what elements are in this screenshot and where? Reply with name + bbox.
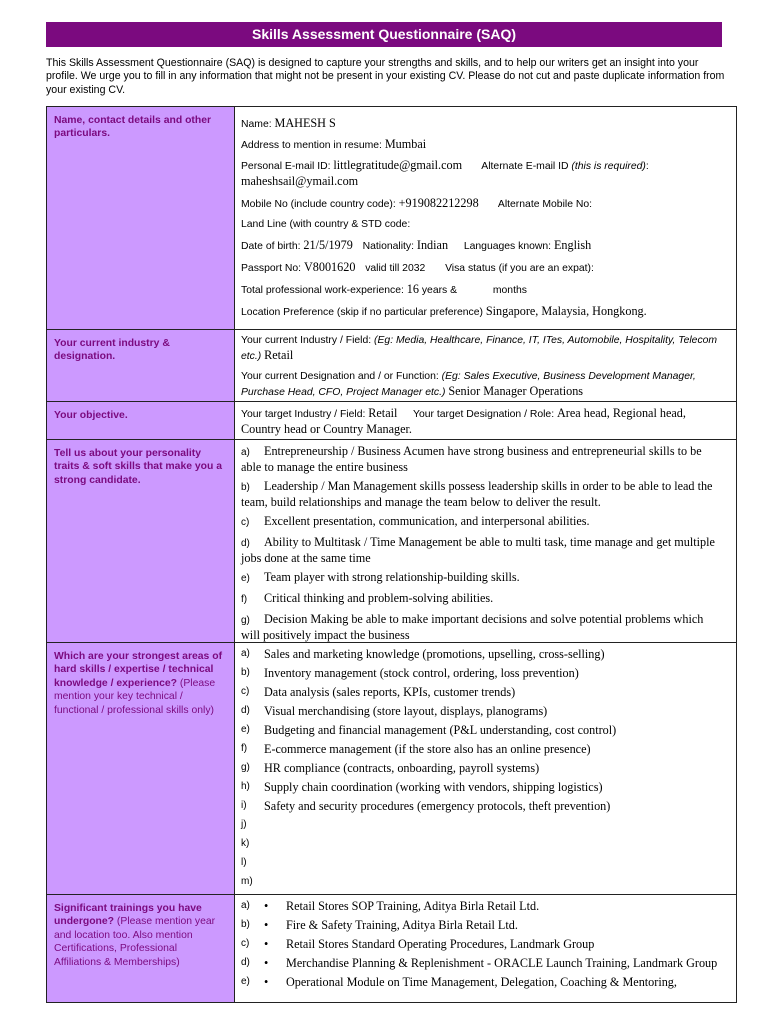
personality-label-cell bbox=[47, 440, 235, 643]
list-item: l) bbox=[241, 857, 247, 868]
passport-value[interactable]: V8001620 bbox=[303, 260, 356, 274]
list-item: d) • Merchandise Planning & Replenishment - ORACLE Launch Training, Landmark Group bbox=[241, 956, 718, 970]
name-label: Name: bbox=[241, 119, 272, 130]
dob-label: Date of birth: bbox=[241, 241, 301, 252]
passport-label: Passport No: bbox=[241, 263, 302, 274]
alt-mobile-label: Alternate Mobile No: bbox=[497, 199, 593, 210]
list-item: e) Team player with strong relationship-building skills. bbox=[241, 570, 520, 584]
objective-label: Your objective. bbox=[54, 410, 128, 421]
list-item: k) bbox=[241, 838, 250, 849]
list-item: b) Leadership / Man Management skills possess leadership skills in order to be able to lead the team, build relationships and manage the team below to deliver the result. bbox=[241, 479, 713, 509]
hard-skills-label: Which are your strongest areas of hard skills / expertise / technical knowledge / experience? bbox=[54, 651, 223, 689]
hard-skills-value-cell bbox=[235, 643, 737, 895]
designation-example: (Eg: Sales Executive, Business Development Manager, Purchase Head, CFO, Project Manager etc.) bbox=[241, 371, 696, 398]
list-item: i) Safety and security procedures (emergency protocols, theft prevention) bbox=[241, 799, 611, 813]
objective-label-cell bbox=[47, 402, 235, 440]
bullet-icon: • bbox=[264, 899, 269, 913]
list-item: g) Decision Making be able to make important decisions and solve potential problems which will positively impact the business bbox=[241, 612, 704, 642]
list-item: a) • Retail Stores SOP Training, Aditya Birla Retail Ltd. bbox=[241, 899, 540, 913]
trainings-label-cell bbox=[47, 895, 235, 1003]
bullet-icon: • bbox=[264, 975, 269, 989]
designation-value[interactable]: Senior Manager Operations bbox=[448, 384, 584, 398]
visa-label: Visa status (if you are an expat): bbox=[445, 263, 594, 274]
years-label: years & bbox=[421, 285, 458, 296]
target-role-value[interactable]: Area head, Regional head, Country head or Country Manager. bbox=[241, 406, 686, 436]
list-item: g) HR compliance (contracts, onboarding, payroll systems) bbox=[241, 761, 540, 775]
target-role-label: Your target Designation / Role: bbox=[412, 409, 555, 420]
contact-label: Name, contact details and other particulars. bbox=[54, 115, 212, 140]
languages-label: Languages known: bbox=[463, 241, 552, 252]
page-title: Skills Assessment Questionnaire (SAQ) bbox=[46, 22, 722, 47]
bullet-icon: • bbox=[264, 918, 269, 932]
industry-value[interactable]: Retail bbox=[264, 348, 294, 362]
industry-row bbox=[47, 330, 737, 402]
target-industry-label: Your target Industry / Field: bbox=[241, 409, 366, 420]
list-item: c) • Retail Stores Standard Operating Procedures, Landmark Group bbox=[241, 937, 595, 951]
languages-value[interactable]: English bbox=[553, 238, 592, 252]
list-item: d) Visual merchandising (store layout, displays, planograms) bbox=[241, 704, 548, 718]
contact-value-cell bbox=[235, 107, 737, 330]
objective-row bbox=[47, 402, 737, 440]
hard-skills-row bbox=[47, 643, 737, 895]
name-value[interactable]: MAHESH S bbox=[274, 116, 336, 130]
location-label: Location Preference (skip if no particular preference) bbox=[241, 307, 483, 318]
objective-value-cell bbox=[235, 402, 737, 440]
bullet-icon: • bbox=[264, 956, 269, 970]
list-item: j) bbox=[241, 819, 247, 830]
nationality-value[interactable]: Indian bbox=[416, 238, 449, 252]
industry-example: (Eg: Media, Healthcare, Finance, IT, ITes, Automobile, Hospitality, Telecom etc.) bbox=[241, 335, 718, 362]
mobile-label: Mobile No (include country code): bbox=[241, 199, 396, 210]
contact-row bbox=[47, 107, 737, 330]
intro-paragraph: This Skills Assessment Questionnaire (SAQ) is designed to capture your strengths and skills, and to help our writers get an insight into your profile. We urge you to fill in any information that might not be present in your existing CV. Please do not cut and paste duplicate information from your existing CV. bbox=[46, 57, 725, 96]
list-item: c) Excellent presentation, communication, and interpersonal abilities. bbox=[241, 514, 590, 528]
alt-email-value[interactable]: maheshsail@ymail.com bbox=[241, 174, 359, 188]
alt-email-colon: : bbox=[645, 161, 649, 172]
list-item: f) Critical thinking and problem-solving abilities. bbox=[241, 591, 494, 605]
designation-label: Your current Designation and / or Function: bbox=[241, 371, 439, 382]
personality-label: Tell us about your personality traits & soft skills that make you a strong candidate. bbox=[54, 448, 223, 486]
personality-row bbox=[47, 440, 737, 643]
hard-skills-label-cell bbox=[47, 643, 235, 895]
industry-section-label: Your current industry & designation. bbox=[54, 338, 170, 363]
address-label: Address to mention in resume: bbox=[241, 140, 382, 151]
trainings-label: Significant trainings you have undergone? bbox=[54, 903, 202, 928]
list-item: b) • Fire & Safety Training, Aditya Birla Retail Ltd. bbox=[241, 918, 518, 932]
list-item: h) Supply chain coordination (working with vendors, shipping logistics) bbox=[241, 780, 603, 794]
list-item: e) Budgeting and financial management (P&L understanding, cost control) bbox=[241, 723, 617, 737]
target-industry-value[interactable]: Retail bbox=[368, 406, 398, 420]
experience-years[interactable]: 16 bbox=[406, 282, 419, 296]
personality-value-cell bbox=[235, 440, 737, 643]
industry-value-cell bbox=[235, 330, 737, 402]
list-item: d) Ability to Multitask / Time Management be able to multi task, time manage and get multiple jobs done at the same time bbox=[241, 535, 715, 565]
trainings-note: (Please mention year and location too. Also mention Certifications, Professional Affiliations & Memberships) bbox=[54, 916, 216, 968]
list-item: e) • Operational Module on Time Management, Delegation, Coaching & Mentoring, bbox=[241, 975, 677, 989]
alt-email-note: (this is required) bbox=[571, 161, 646, 172]
months-label: months bbox=[492, 285, 527, 296]
list-item: f) E-commerce management (if the store also has an online presence) bbox=[241, 742, 591, 756]
experience-label: Total professional work-experience: bbox=[241, 285, 404, 296]
list-item: m) bbox=[241, 876, 253, 887]
email-label: Personal E-mail ID: bbox=[241, 161, 331, 172]
list-item: b) Inventory management (stock control, ordering, loss prevention) bbox=[241, 666, 579, 680]
trainings-row bbox=[47, 895, 737, 1003]
hard-skills-note: (Please mention your key technical / functional / professional skills only) bbox=[54, 677, 216, 716]
contact-label-cell bbox=[47, 107, 235, 330]
mobile-value[interactable]: +919082212298 bbox=[398, 196, 479, 210]
trainings-value-cell bbox=[235, 895, 737, 1003]
industry-label-cell bbox=[47, 330, 235, 402]
list-item: a) Entrepreneurship / Business Acumen have strong business and entrepreneurial skills to be able to manage the entire business bbox=[241, 444, 702, 474]
alt-email-label: Alternate E-mail ID bbox=[481, 161, 569, 172]
dob-value[interactable]: 21/5/1979 bbox=[303, 238, 353, 252]
industry-label: Your current Industry / Field: bbox=[241, 335, 372, 346]
passport-valid: valid till 2032 bbox=[365, 263, 426, 274]
location-value[interactable]: Singapore, Malaysia, Hongkong. bbox=[485, 304, 647, 318]
email-value[interactable]: littlegratitude@gmail.com bbox=[333, 158, 463, 172]
bullet-icon: • bbox=[264, 937, 269, 951]
nationality-label: Nationality: bbox=[362, 241, 415, 252]
landline-label: Land Line (with country & STD code: bbox=[241, 219, 411, 230]
list-item: a) Sales and marketing knowledge (promotions, upselling, cross-selling) bbox=[241, 647, 605, 661]
saq-table bbox=[46, 106, 737, 1003]
list-item: c) Data analysis (sales reports, KPIs, customer trends) bbox=[241, 685, 516, 699]
address-value[interactable]: Mumbai bbox=[384, 137, 427, 151]
